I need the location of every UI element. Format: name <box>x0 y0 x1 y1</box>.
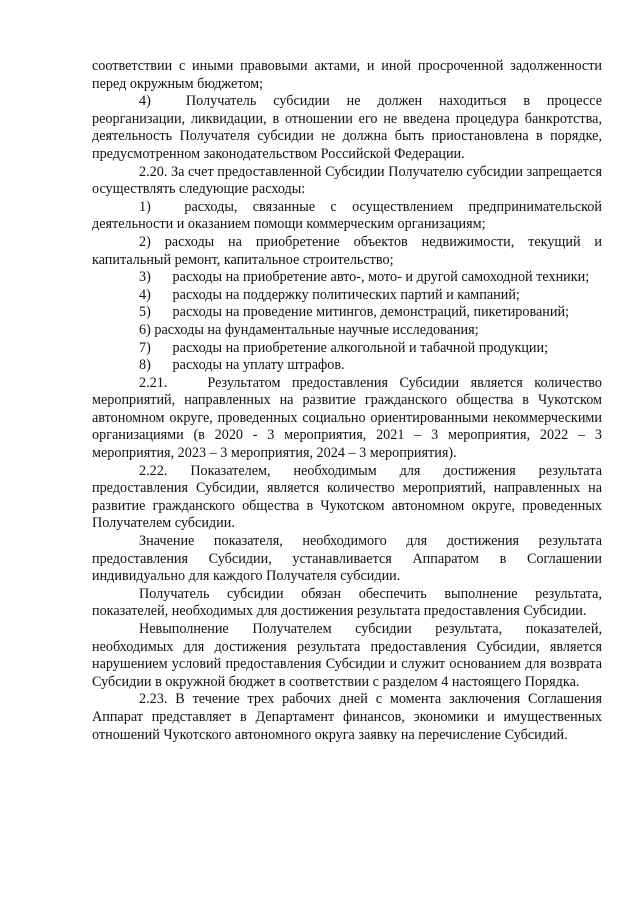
list-item <box>92 340 602 358</box>
item-text: расходы на фундаментальные научные исследования; <box>154 321 479 338</box>
list-item <box>92 357 602 375</box>
paragraph-continuation: соответствии с иными правовыми актами, и иной просроченной задолженности перед окружным бюджетом; <box>92 58 602 92</box>
item-label: 2) <box>139 233 151 250</box>
paragraph-recipient-obliged: Получатель субсидии обязан обеспечить выполнение результата, показателей, необходимых для достижения результата предоставления Субсидии. <box>92 585 602 620</box>
section-number: 2.20. <box>139 163 168 180</box>
item-label: 8) <box>139 357 151 374</box>
list-item <box>92 287 602 305</box>
section-text: За счет предоставленной Субсидии Получателю субсидии запрещается осуществлять следующие расходы: <box>92 163 602 198</box>
item-text: расходы на проведение митингов, демонстраций, пикетирований; <box>172 304 570 321</box>
item-label: 1) <box>139 198 151 215</box>
section-number: 2.21. <box>139 374 168 391</box>
list-item <box>92 269 602 287</box>
list-item <box>92 199 602 234</box>
list-item <box>92 304 602 322</box>
section-number: 2.22. <box>139 462 168 479</box>
item-text: расходы на приобретение авто-, мото- и другой самоходной техники; <box>172 269 590 286</box>
paragraph-non-fulfillment: Невыполнение Получателем субсидии результата, показателей, необходимых для достижения результата предоставления Субсидии, является нарушением условий предоставления Субсидии и служит основанием для возврата Субсидии в окружной бюджет в соответствии с разделом 4 настоящего Порядка. <box>92 621 602 690</box>
item-text: расходы на уплату штрафов. <box>172 357 345 374</box>
list-item <box>92 234 602 269</box>
item-text: расходы на приобретение алкогольной и табачной продукции; <box>172 339 549 356</box>
paragraph-indicator-value: Значение показателя, необходимого для достижения результата предоставления Субсидии, устанавливается Аппаратом в Соглашении индивидуально для каждого Получателя субсидии. <box>92 533 602 585</box>
item-text: расходы на приобретение объектов недвижимости, текущий и капитальный ремонт, капитальное строительство; <box>92 233 602 268</box>
section-number: 2.23. <box>139 691 168 708</box>
item-label: 4) <box>139 286 151 303</box>
section-text: В течение трех рабочих дней с момента заключения Соглашения Аппарат представляет в Департамент финансов, экономики и имущественных отношений Чукотского автономного округа заявку на перечисление Субсидий. <box>92 691 603 743</box>
item-text: Получатель субсидии не должен находиться в процессе реорганизации, ликвидации, в отношении его не введена процедура банкротства, деятельность Получателя субсидии не должна быть приостановлена в порядке, предусмотренном законодательством Российской Федерации. <box>92 93 602 162</box>
list-item <box>92 322 602 340</box>
item-label: 3) <box>139 269 151 286</box>
item-label: 5) <box>139 304 151 321</box>
section-text: Результатом предоставления Субсидии является количество мероприятий, направленных на развитие гражданского общества в Чукотском автономном округе, проведенных социально ориентированными некоммерческими организациями (в 2020 - 3 мероприятия, 2021 – 3 мероприятия, 2022 – 3 мероприятия, 2023 – 3 мероприятия, 2024 – 3 мероприятия). <box>92 374 602 462</box>
section-2-23 <box>92 691 602 744</box>
section-text: Показателем, необходимым для достижения результата предоставления Субсидии, является количество мероприятий, направленных на развитие гражданского общества в Чукотском автономном округе, проведенных Получателем субсидии. <box>92 462 602 532</box>
item-label: 7) <box>139 339 151 356</box>
item-text: расходы на поддержку политических партий и кампаний; <box>172 286 520 303</box>
item-text: расходы, связанные с осуществлением предпринимательской деятельности и оказанием помощи коммерческим организациям; <box>92 198 602 233</box>
item-label: 6) <box>139 321 151 338</box>
section-2-21 <box>92 375 602 463</box>
section-2-20 <box>92 164 602 199</box>
paragraph-item-4 <box>92 93 602 163</box>
section-2-22 <box>92 463 602 533</box>
item-label: 4) <box>139 93 151 110</box>
